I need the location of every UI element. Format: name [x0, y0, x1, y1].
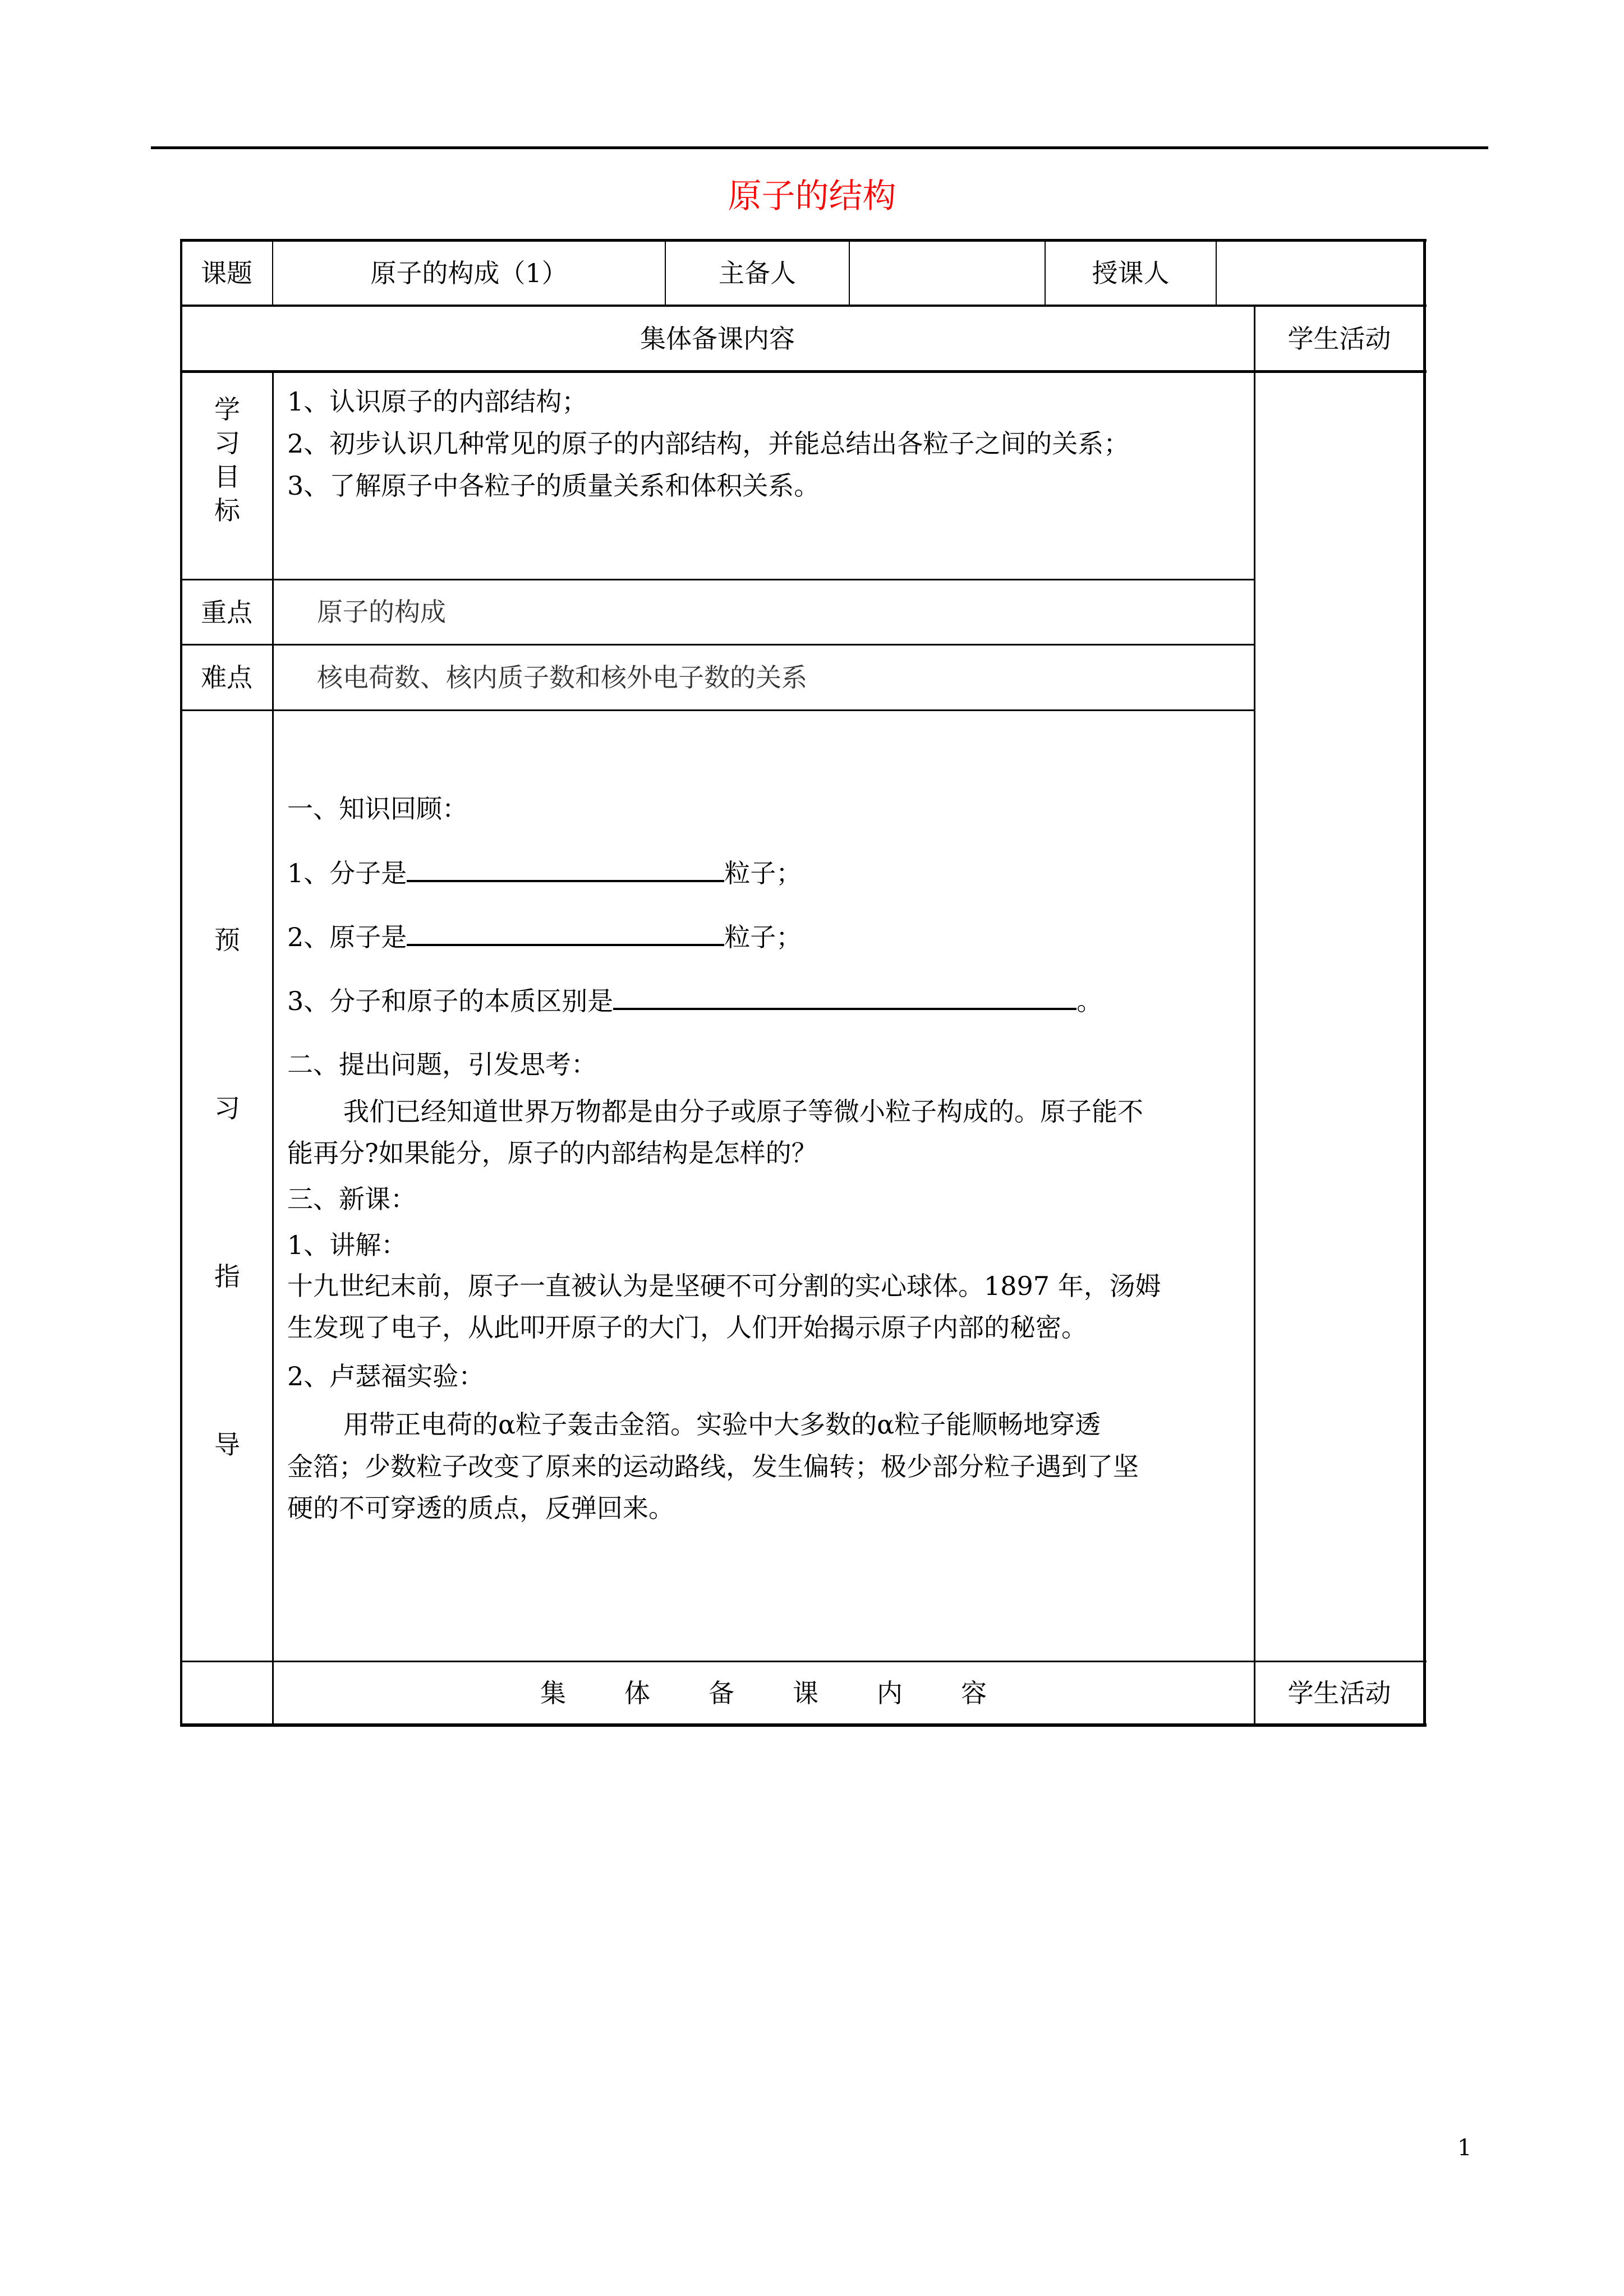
topic-value: 原子的构成（1）: [370, 257, 568, 288]
footer-content-label: [273, 1662, 1254, 1723]
label-char: 指: [214, 1261, 240, 1292]
fill-blank-input[interactable]: [613, 983, 1076, 1010]
key-point-label: 重点: [201, 597, 252, 628]
experiment-text: 用带正电荷的α粒子轰击金箔。实验中大多数的α粒子能顺畅地穿透: [343, 1409, 1101, 1440]
explain-text: 生发现了电子，从此叩开原子的大门，人们开始揭示原子内部的秘密。: [287, 1312, 1087, 1343]
preview-guide-label: [182, 920, 272, 1593]
label-char: 习: [214, 1093, 240, 1123]
content-header: 集体备课内容: [640, 323, 795, 354]
experiment-text: 金箔；少数粒子改变了原来的运动路线，发生偏转；极少部分粒子遇到了坚: [287, 1451, 1139, 1482]
label-char: 内: [877, 1677, 903, 1708]
review-suffix: 粒子；: [724, 922, 802, 952]
objective-item: 3、了解原子中各粒子的质量关系和体积关系。: [287, 471, 820, 501]
row-divider: [180, 370, 1427, 373]
col-divider-student-activity: [1254, 306, 1255, 1726]
label-char: 标: [214, 495, 240, 525]
learning-objectives-label: [182, 393, 272, 527]
label-char: 预: [214, 925, 240, 955]
label-char: 课: [793, 1677, 818, 1708]
fill-blank-input[interactable]: [407, 855, 724, 882]
question-text: 我们已经知道世界万物都是由分子或原子等微小粒子构成的。原子能不: [343, 1096, 1143, 1127]
question-heading: 二、提出问题，引发思考：: [287, 1049, 597, 1080]
document-title: 原子的结构: [728, 177, 896, 216]
review-prefix: 3、分子和原子的本质区别是: [287, 986, 614, 1016]
row-divider: [180, 644, 1255, 646]
teacher-label: 授课人: [1092, 257, 1170, 288]
question-text: 能再分?如果能分，原子的内部结构是怎样的？: [287, 1138, 817, 1168]
experiment-text: 硬的不可穿透的质点，反弹回来。: [287, 1493, 674, 1523]
lead-preparer-label: 主备人: [719, 257, 796, 288]
row-divider: [180, 709, 1255, 711]
label-char: 学: [214, 394, 240, 425]
difficult-point-value: 核电荷数、核内质子数和核外电子数的关系: [317, 662, 807, 693]
review-item: [287, 855, 802, 890]
label-char: 备: [709, 1677, 734, 1708]
label-char: 体: [624, 1677, 650, 1708]
fill-blank-input[interactable]: [407, 919, 724, 946]
lead-preparer-value: [850, 240, 1045, 306]
table-border-right: [1423, 239, 1426, 1727]
key-point-value: 原子的构成: [317, 597, 446, 627]
objective-item: 1、认识原子的内部结构；: [287, 386, 588, 417]
review-heading: 一、知识回顾：: [287, 794, 468, 824]
label-char: 容: [961, 1677, 987, 1708]
col-divider-label: [272, 371, 274, 1726]
review-suffix: 。: [1076, 986, 1103, 1016]
student-activity-header: 学生活动: [1287, 323, 1391, 354]
difficult-point-label: 难点: [201, 662, 252, 693]
table-border-bottom: [180, 1723, 1427, 1727]
label-char: 习: [214, 428, 240, 458]
explain-text: 十九世纪末前，原子一直被认为是坚硬不可分割的实心球体。1897 年，汤姆: [287, 1271, 1161, 1301]
topic-label: 课题: [201, 257, 252, 288]
label-char: 集: [540, 1677, 566, 1708]
row-divider: [180, 579, 1255, 580]
label-char: 目: [214, 462, 240, 492]
review-suffix: 粒子；: [724, 858, 802, 888]
label-char: 导: [214, 1430, 240, 1460]
footer-student-activity: 学生活动: [1287, 1677, 1391, 1708]
teacher-value: [1217, 240, 1423, 306]
experiment-heading: 2、卢瑟福实验：: [287, 1361, 485, 1391]
review-item: [287, 919, 802, 954]
explain-heading: 1、讲解：: [287, 1230, 407, 1260]
review-item: [287, 983, 1102, 1018]
review-prefix: 1、分子是: [287, 858, 407, 888]
objective-item: 2、初步认识几种常见的原子的内部结构，并能总结出各粒子之间的关系；: [287, 428, 1130, 459]
review-prefix: 2、原子是: [287, 922, 407, 952]
page-number: 1: [1457, 2135, 1472, 2161]
new-lesson-heading: 三、新课：: [287, 1184, 416, 1214]
